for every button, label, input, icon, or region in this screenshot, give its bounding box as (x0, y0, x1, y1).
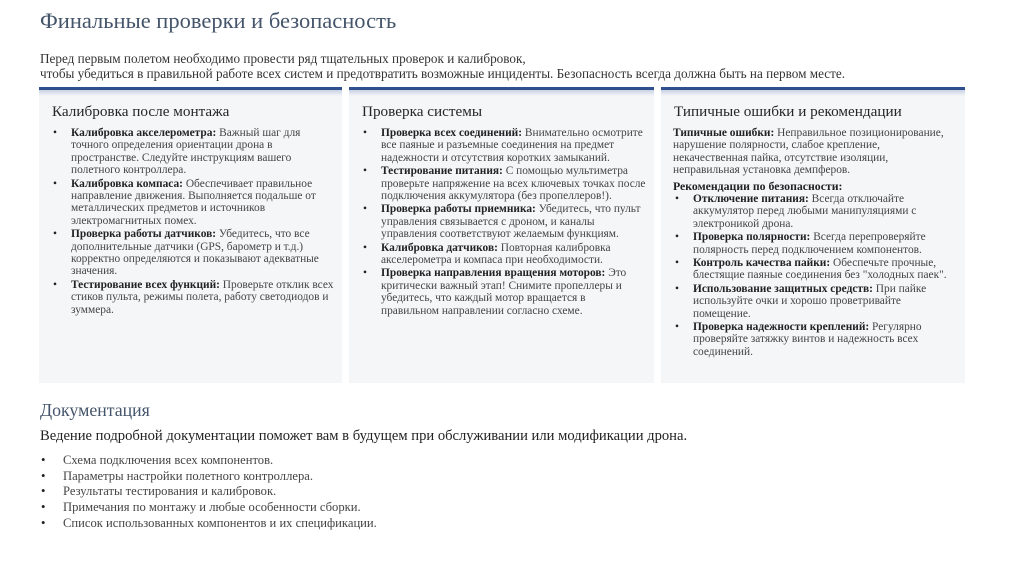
list-item: • Тестирование питания: С помощью мультиметра проверьте напряжение на всех ключевых точках после подключения аккумулятора (без пропеллеров!). (361, 165, 646, 202)
list-item: • Параметры настройки полетного контроллера. (40, 469, 377, 485)
card-heading: Типичные ошибки и рекомендации (674, 103, 902, 120)
intro-line: чтобы убедиться в правильной работе всех систем и предотвратить возможные инциденты. Безопасность всегда должна быть на первом месте. (40, 66, 846, 81)
card-errors-recommendations (661, 87, 965, 383)
list-item: • Проверка полярности: Всегда перепроверяйте полярность перед подключением компонентов. (673, 231, 957, 256)
safety-subheading: Рекомендации по безопасности: (673, 179, 843, 193)
list-item: • Проверка работы приемника: Убедитесь, что пульт управления связывается с дроном, и каналы управления соответствуют желаемым функциям. (361, 203, 646, 240)
documentation-intro: Ведение подробной документации поможет вам в будущем при обслуживании или модификации дрона. (40, 428, 688, 444)
intro-line: Перед первым полетом необходимо провести ряд тщательных проверок и калибровок, (40, 51, 526, 66)
card-system-check (349, 87, 654, 383)
documentation-list (40, 453, 377, 532)
card-list (51, 127, 334, 317)
card-top-shade (39, 90, 342, 96)
list-item: • Результаты тестирования и калибровок. (40, 484, 377, 500)
list-item: • Схема подключения всех компонентов. (40, 453, 377, 469)
list-item: • Список использованных компонентов и их спецификации. (40, 516, 377, 532)
card-top-shade (661, 90, 965, 96)
card-calibration (39, 87, 342, 383)
list-item: • Примечания по монтажу и любые особенности сборки. (40, 500, 377, 516)
card-heading: Калибровка после монтажа (52, 103, 230, 120)
list-item: • Калибровка акселерометра: Важный шаг для точного определения ориентации дрона в пространстве. Следуйте инструкциям вашего полетного контроллера. (51, 127, 334, 177)
card-heading: Проверка системы (362, 103, 483, 120)
list-item: • Контроль качества пайки: Обеспечьте прочные, блестящие паяные соединения без "холодных паек". (673, 257, 957, 282)
card-list (361, 127, 646, 318)
list-item: • Проверка направления вращения моторов: Это критически важный этап! Снимите пропеллеры и убедитесь, что каждый мотор вращается в правильном направлении согласно схеме. (361, 267, 646, 317)
card-top-shade (349, 90, 654, 96)
list-item: • Калибровка компаса: Обеспечивает правильное направление движения. Выполняется подальше от металлических предметов и источников электромагнитных помех. (51, 178, 334, 228)
list-item: • Калибровка датчиков: Повторная калибровка акселерометра и компаса при необходимости. (361, 242, 646, 267)
list-item: • Проверка работы датчиков: Убедитесь, что все дополнительные датчики (GPS, барометр и т.д.) корректно определяются и показывают адекватные значения. (51, 228, 334, 278)
list-item: • Проверка всех соединений: Внимательно осмотрите все паяные и разъемные соединения на предмет надежности и отсутствия коротких замыканий. (361, 127, 646, 164)
typical-errors-text: Типичные ошибки: Неправильное позиционирование, нарушение полярности, слабое крепление, некачественная пайка, отсутствие изоляции, неправильная установка демпферов. (673, 127, 944, 177)
page-title: Финальные проверки и безопасность (40, 8, 397, 33)
list-item: • Отключение питания: Всегда отключайте аккумулятор перед любыми манипуляциями с электроникой дрона. (673, 193, 957, 230)
list-item: • Тестирование всех функций: Проверьте отклик всех стиков пульта, режимы полета, работу светодиодов и зуммера. (51, 279, 334, 316)
intro-text (40, 51, 1000, 81)
list-item: • Использование защитных средств: При пайке используйте очки и хорошо проветривайте помещение. (673, 283, 957, 320)
card-list (673, 193, 957, 359)
list-item: • Проверка надежности креплений: Регулярно проверяйте затяжку винтов и надежность всех соединений. (673, 321, 957, 358)
documentation-title: Документация (40, 400, 150, 420)
